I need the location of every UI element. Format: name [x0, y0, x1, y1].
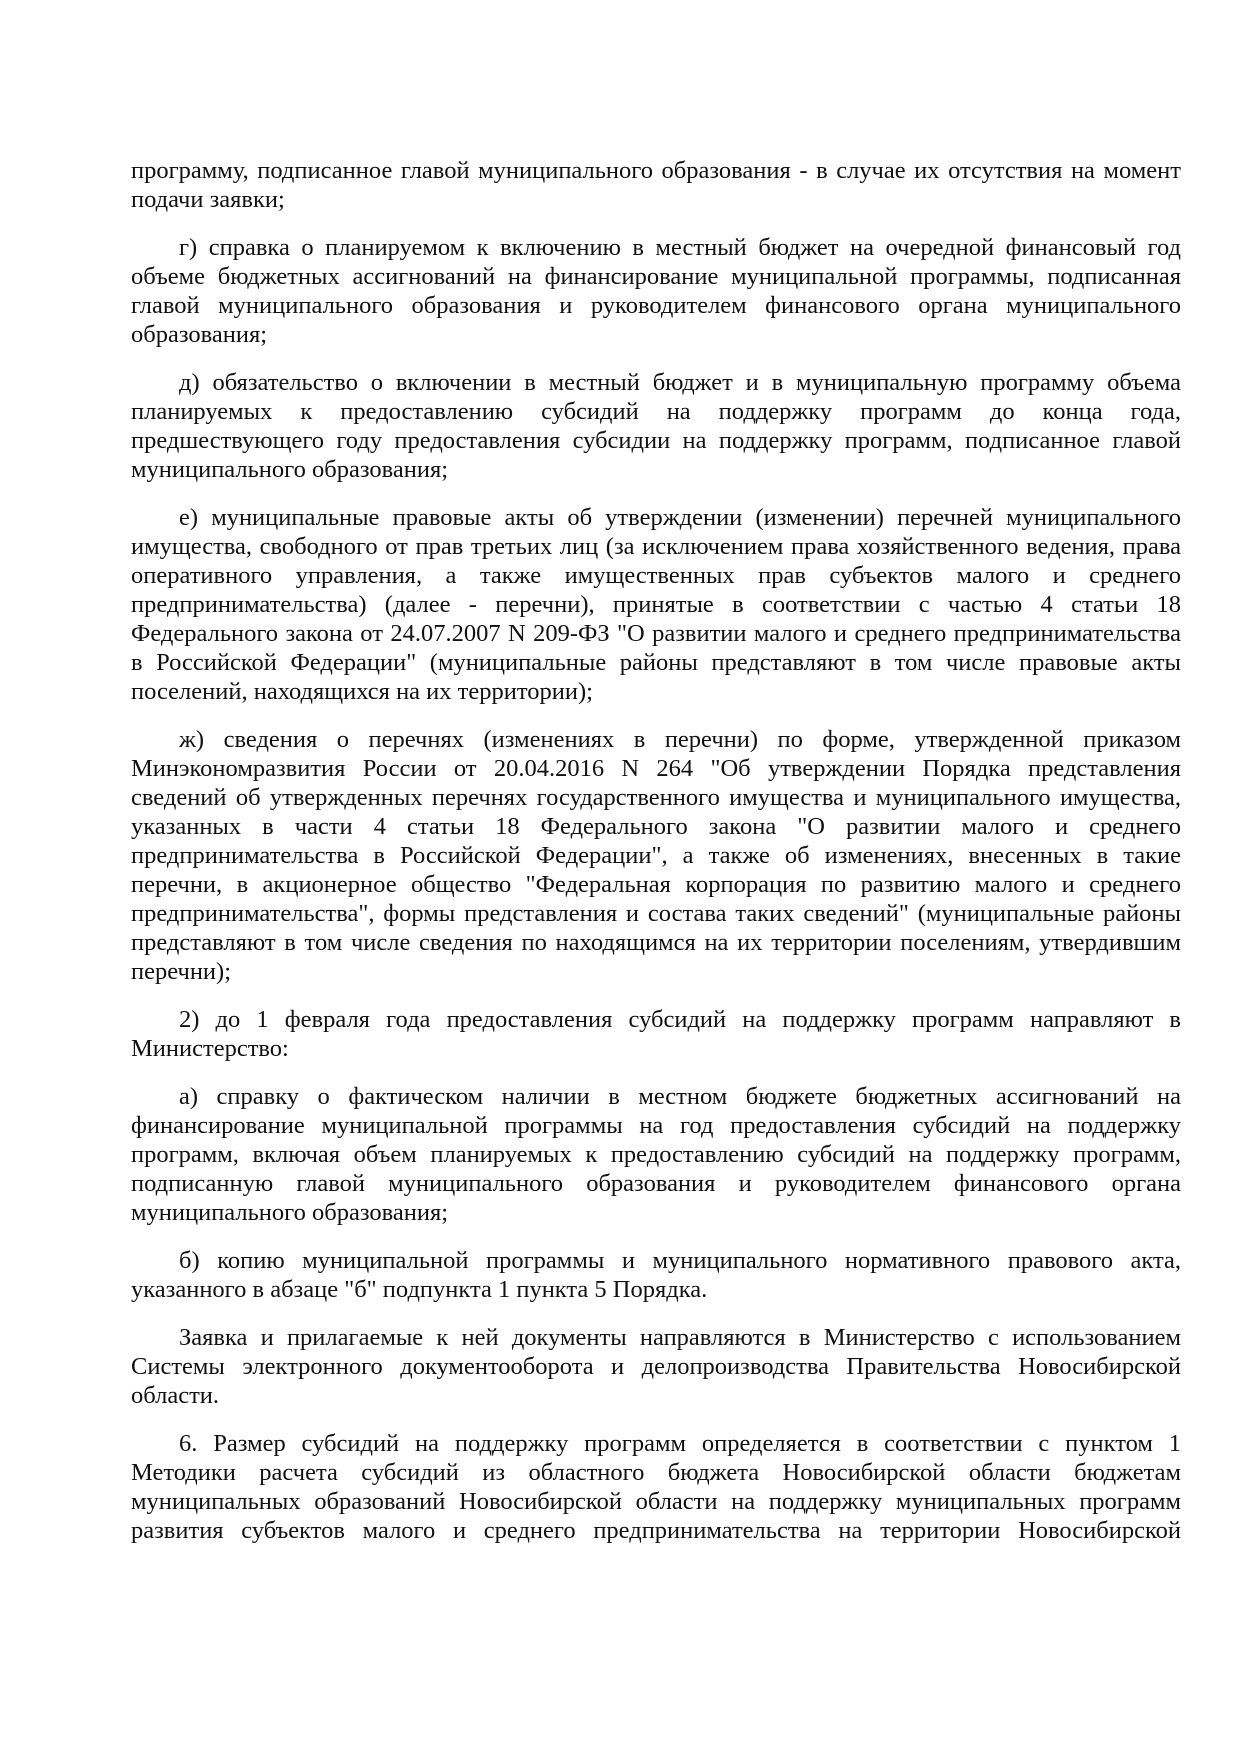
- paragraph: [131, 1429, 1181, 1545]
- paragraph: [131, 503, 1181, 706]
- text-line: Федерального закона от 24.07.2007 N 209-ФЗ "О развитии малого и среднего предпринимательства: [131, 620, 1181, 647]
- text-line: Системы электронного документооборота и делопроизводства Правительства Новосибирской: [131, 1353, 1181, 1380]
- text-line: в Российской Федерации" (муниципальные районы представляют в том числе правовые акты: [131, 649, 1181, 676]
- text-line: программу, подписанное главой муниципального образования - в случае их отсутствия на момент: [131, 157, 1181, 184]
- text-line: планируемых к предоставлению субсидий на поддержку программ до конца года,: [131, 398, 1181, 425]
- text-line: предпринимательства", формы представления и состава таких сведений" (муниципальные районы: [131, 900, 1181, 927]
- text-line: д) обязательство о включении в местный бюджет и в муниципальную программу объема: [179, 369, 1181, 396]
- text-line: предпринимательства) (далее - перечни), принятые в соответствии с частью 4 статьи 18: [131, 591, 1181, 618]
- text-line: муниципальных образований Новосибирской области на поддержку муниципальных программ: [131, 1488, 1181, 1515]
- text-line: оперативного управления, а также имущественных прав субъектов малого и среднего: [131, 562, 1181, 589]
- text-line: Методики расчета субсидий из областного бюджета Новосибирской области бюджетам: [131, 1459, 1181, 1486]
- text-line: указанных в части 4 статьи 18 Федерального закона "О развитии малого и среднего: [131, 813, 1181, 840]
- text-line: области.: [131, 1382, 220, 1409]
- text-line: е) муниципальные правовые акты об утверждении (изменении) перечней муниципального: [179, 504, 1181, 531]
- text-line: 6. Размер субсидий на поддержку программ определяется в соответствии с пунктом 1: [179, 1430, 1181, 1457]
- text-line: перечни);: [131, 958, 232, 985]
- paragraph: [131, 368, 1181, 484]
- text-line: программ, включая объем планируемых к предоставлению субсидий на поддержку программ,: [131, 1141, 1181, 1168]
- text-line: финансирование муниципальной программы на год предоставления субсидий на поддержку: [131, 1112, 1181, 1139]
- paragraph: [131, 1005, 1181, 1063]
- text-line: имущества, свободного от прав третьих лиц (за исключением права хозяйственного ведения, права: [131, 533, 1181, 560]
- text-line: 2) до 1 февраля года предоставления субсидий на поддержку программ направляют в: [179, 1006, 1181, 1033]
- text-line: объеме бюджетных ассигнований на финансирование муниципальной программы, подписанная: [131, 263, 1181, 290]
- text-line: поселений, находящихся на их территории);: [131, 678, 593, 705]
- text-line: г) справка о планируемом к включению в местный бюджет на очередной финансовый год: [179, 234, 1181, 261]
- text-line: развития субъектов малого и среднего предпринимательства на территории Новосибирской: [131, 1517, 1181, 1544]
- text-line: Заявка и прилагаемые к ней документы направляются в Министерство с использованием: [179, 1324, 1181, 1351]
- text-line: Министерство:: [131, 1035, 289, 1062]
- text-line: образования;: [131, 321, 268, 348]
- text-line: указанного в абзаце "б" подпункта 1 пункта 5 Порядка.: [131, 1276, 708, 1303]
- text-line: б) копию муниципальной программы и муниципального нормативного правового акта,: [179, 1247, 1181, 1274]
- paragraph: [131, 1246, 1181, 1304]
- text-line: предпринимательства в Российской Федерации", а также об изменениях, внесенных в такие: [131, 842, 1181, 869]
- text-line: предшествующего году предоставления субсидии на поддержку программ, подписанное главой: [131, 427, 1181, 454]
- text-line: подачи заявки;: [131, 186, 285, 213]
- text-line: муниципального образования;: [131, 1199, 449, 1226]
- paragraph: [131, 1323, 1181, 1410]
- paragraph: [131, 1082, 1181, 1227]
- text-line: Минэкономразвития России от 20.04.2016 N 264 "Об утверждении Порядка представления: [131, 755, 1181, 782]
- document-page: [131, 156, 1181, 1564]
- paragraph: [131, 725, 1181, 986]
- text-line: главой муниципального образования и руководителем финансового органа муниципального: [131, 292, 1181, 319]
- text-line: представляют в том числе сведения по находящимся на их территории поселениям, утвердившим: [131, 929, 1181, 956]
- text-line: подписанную главой муниципального образования и руководителем финансового органа: [131, 1170, 1181, 1197]
- paragraph: [131, 233, 1181, 349]
- text-line: а) справку о фактическом наличии в местном бюджете бюджетных ассигнований на: [179, 1083, 1181, 1110]
- text-line: ж) сведения о перечнях (изменениях в перечни) по форме, утвержденной приказом: [179, 726, 1181, 753]
- text-line: сведений об утвержденных перечнях государственного имущества и муниципального имущества,: [131, 784, 1181, 811]
- paragraph: [131, 156, 1181, 214]
- text-line: муниципального образования;: [131, 456, 449, 483]
- text-line: перечни, в акционерное общество "Федеральная корпорация по развитию малого и среднего: [131, 871, 1181, 898]
